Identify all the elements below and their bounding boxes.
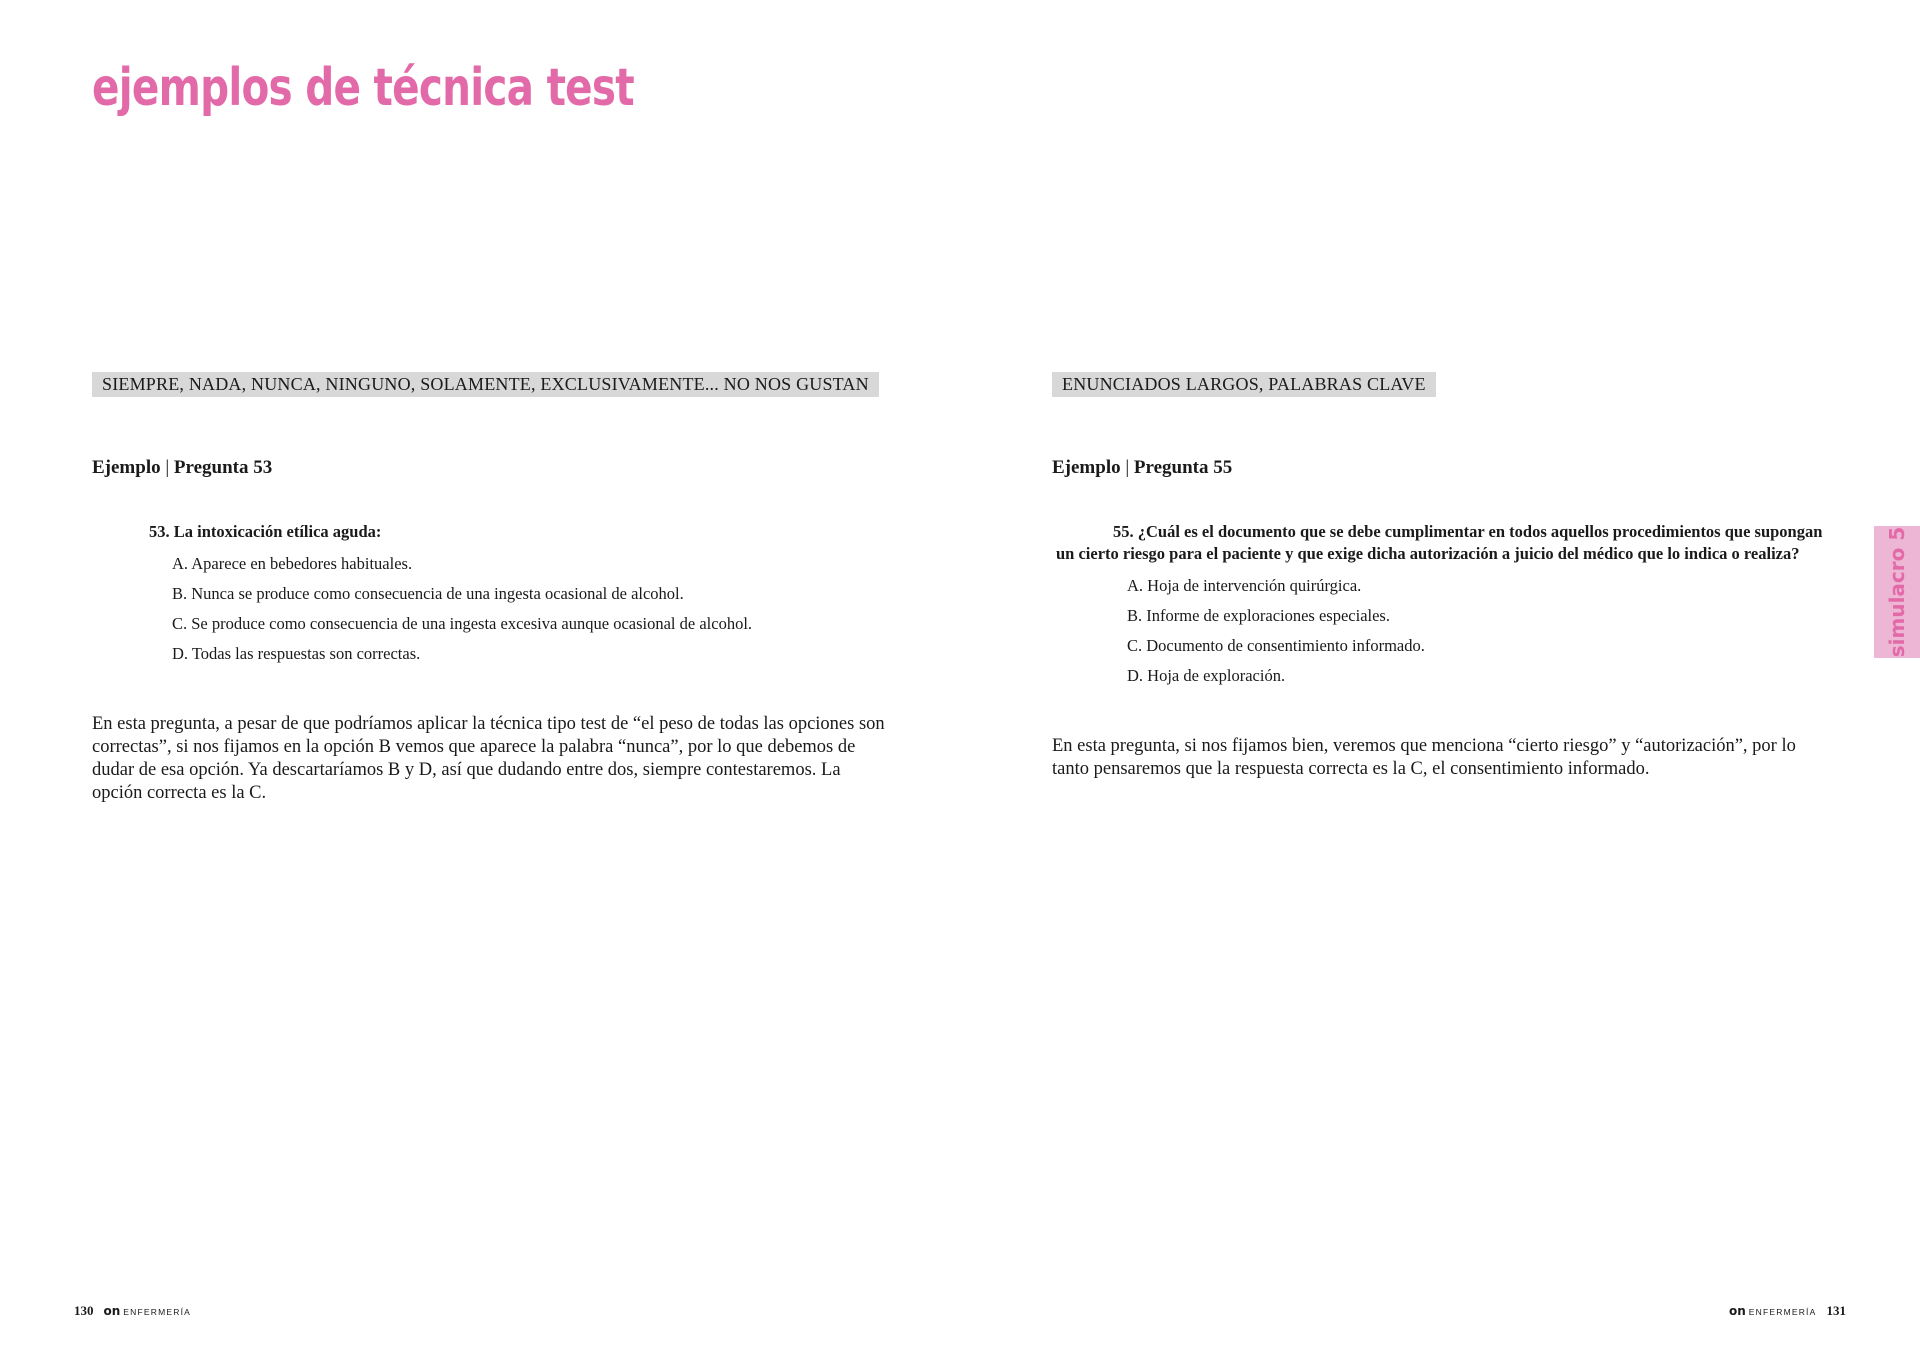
section-banner: ENUNCIADOS LARGOS, PALABRAS CLAVE [1052,372,1436,397]
example-heading [92,457,892,479]
explanation-paragraph: En esta pregunta, a pesar de que podríamos aplicar la técnica tipo test de “el peso de todas las opciones son correctas”, si nos fijamos en la opción B vemos que aparece la palabra “nunca”, por lo que debemos de dudar de esa opción. Ya descartaríamos B y D, así que dudando entre dos, siempre contestaremos. La opción correcta es la C. [92,714,885,803]
answer-options [92,549,892,669]
answer-option-c: C. Se produce como consecuencia de una ingesta excesiva aunque ocasional de alcohol. [172,614,753,633]
page-title: ejemplos de técnica test [92,58,634,118]
side-tab-label: simulacro 5 [1885,526,1909,658]
brand-name: ENFERMERÍA [1748,1307,1817,1317]
example-label: Ejemplo [92,457,161,478]
question-number: 55. [1113,522,1134,541]
example-heading [1052,457,1832,479]
answer-option-b: B. Informe de exploraciones especiales. [1127,606,1390,625]
answer-options [1052,571,1832,691]
question-stem [1052,521,1832,565]
question-text: La intoxicación etílica aguda: [173,522,382,541]
answer-option-c: C. Documento de consentimiento informado. [1127,636,1425,655]
brand-logo [1729,1304,1817,1318]
answer-option-b: B. Nunca se produce como consecuencia de una ingesta ocasional de alcohol. [172,584,684,603]
right-column [1052,372,1832,800]
question-number: 53. [149,522,170,541]
page-number: 131 [1826,1303,1846,1318]
brand-name: ENFERMERÍA [123,1307,192,1317]
brand-logo [104,1304,192,1318]
question-stem [92,521,892,543]
answer-option-d: D. Todas las respuestas son correctas. [172,644,421,663]
brand-on: on [1728,1304,1746,1318]
question-text: ¿Cuál es el documento que se debe cumplimentar en todos aquellos procedimientos que supongan un cierto riesgo para el paciente y que exige dicha autorización a juicio del médico que lo indica o realiza? [1056,522,1823,563]
footer-left [74,1303,191,1319]
example-label: Ejemplo [1052,457,1121,478]
left-column [92,372,892,824]
heading-separator: | [1125,457,1130,478]
question-label: Pregunta 55 [1133,457,1233,478]
footer-right [1729,1303,1846,1319]
page-number: 130 [74,1303,94,1318]
section-side-tab [1874,526,1920,658]
answer-option-d: D. Hoja de exploración. [1127,666,1286,685]
explanation-paragraph: En esta pregunta, si nos fijamos bien, veremos que menciona “cierto riesgo” y “autorización”, por lo tanto pensaremos que la respuesta correcta es la C, el consentimiento informado. [1052,736,1796,779]
brand-on: on [103,1304,121,1318]
answer-option-a: A. Aparece en bebedores habituales. [172,554,413,573]
section-banner: SIEMPRE, NADA, NUNCA, NINGUNO, SOLAMENTE, EXCLUSIVAMENTE... NO NOS GUSTAN [92,372,879,397]
question-label: Pregunta 53 [173,457,273,478]
answer-option-a: A. Hoja de intervención quirúrgica. [1127,576,1362,595]
heading-separator: | [165,457,170,478]
